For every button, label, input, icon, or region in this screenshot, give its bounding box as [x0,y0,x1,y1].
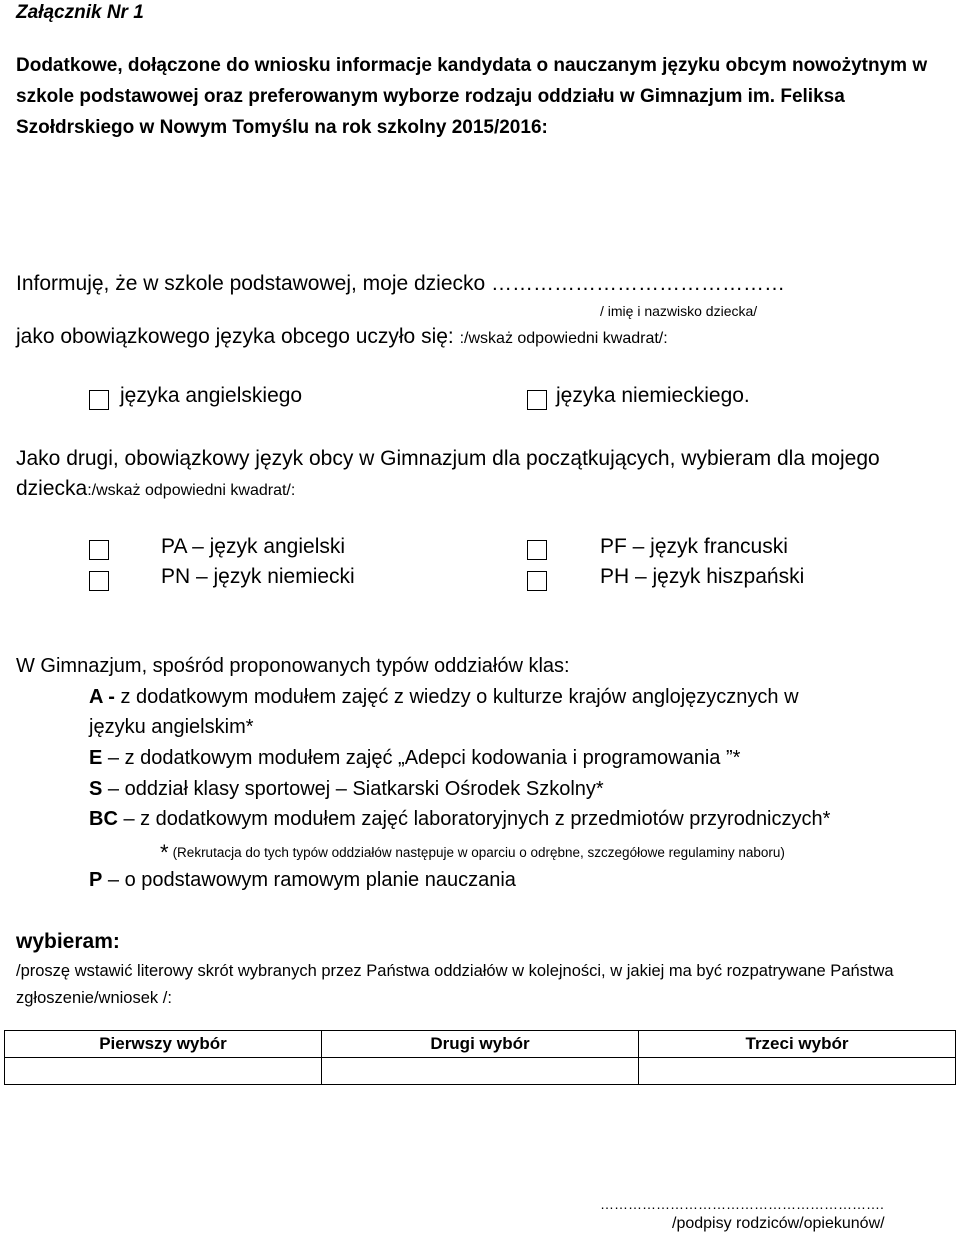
header-second-choice: Drugi wybór [322,1031,639,1058]
class-code: P [89,869,103,891]
class-code: BC [89,808,118,830]
choice-heading: wybieram: [16,930,120,953]
first-language-hint: :/wskaż odpowiedni kwadrat/: [459,330,668,347]
child-name-hint: / imię i nazwisko dziecka/ [600,303,758,319]
note-text: (Rekrutacja do tych typów oddziałów następuje w oparciu o odrębne, szczegółowe regulaminy naboru) [172,845,785,860]
first-choice-cell[interactable] [5,1058,322,1085]
signature-line: ……………………………………………………. [600,1196,884,1212]
option-pa-label: PA – język angielski [161,535,346,558]
option-english-label: języka angielskiego [120,384,303,407]
class-types-intro: W Gimnazjum, spośród proponowanych typów oddziałów klas: [16,655,570,677]
second-choice-cell[interactable] [322,1058,639,1085]
class-code: E [89,747,103,769]
second-language-prefix: Jako drugi, obowiązkowy język obcy w Gimnazjum dla początkujących, wybieram dla mojego dziecka [16,447,880,500]
class-item-a-cont [89,716,254,739]
signature-label: /podpisy rodziców/opiekunów/ [672,1215,885,1232]
class-item-e [89,747,740,770]
checkbox-english[interactable] [89,390,109,410]
class-item-a [89,686,799,709]
option-pn-label: PN – język niemiecki [161,565,355,588]
checkbox-ph[interactable] [527,571,547,591]
class-description: z dodatkowym modułem zajęć z wiedzy o kulturze krajów anglojęzycznych w [114,686,799,708]
option-ph-label: PH – język hiszpański [600,565,805,588]
class-item-s [89,778,604,801]
third-choice-cell[interactable] [639,1058,956,1085]
checkbox-pn[interactable] [89,571,109,591]
first-language-question [16,325,668,349]
checkbox-pf[interactable] [527,540,547,560]
choice-table [4,1030,956,1085]
child-name-line: Informuję, że w szkole podstawowej, moje dziecko …………………………………… [16,272,786,295]
checkbox-german[interactable] [527,390,547,410]
class-description: języku angielskim* [89,716,254,738]
choice-instruction: /proszę wstawić literowy skrót wybranych przez Państwa oddziałów w kolejności, w jakiej ma być rozpatrywane Państwa zgłoszenie/wniosek /: [16,962,894,1007]
class-code: A - [89,686,115,708]
checkbox-pa[interactable] [89,540,109,560]
recruitment-note [160,840,785,866]
attachment-title: Załącznik Nr 1 [16,2,144,23]
choice-table-header-row [5,1031,956,1058]
class-item-bc [89,808,830,831]
class-item-p [89,869,516,892]
option-pf-label: PF – język francuski [600,535,788,558]
header-third-choice: Trzeci wybór [639,1031,956,1058]
second-language-question [16,444,956,506]
class-description: – z dodatkowym modułem zajęć laboratoryjnych z przedmiotów przyrodniczych* [117,808,831,830]
class-description: – z dodatkowym modułem zajęć „Adepci kodowania i programowania ”* [102,747,741,769]
first-language-prefix: jako obowiązkowego języka obcego uczyło się: [16,325,460,348]
class-description: – oddział klasy sportowej – Siatkarski Ośrodek Szkolny* [102,778,604,800]
note-asterisk: * [160,840,169,865]
choice-table-input-row [5,1058,956,1085]
class-code: S [89,778,103,800]
header-first-choice: Pierwszy wybór [5,1031,322,1058]
second-language-hint: :/wskaż odpowiedni kwadrat/: [87,482,296,499]
intro-text: Dodatkowe, dołączone do wniosku informacje kandydata o nauczanym języku obcym nowożytnym w szkole podstawowej oraz preferowanym wyborze rodzaju oddziału w Gimnazjum im. Feliksa Szołdrskiego w Nowym Tomyślu na rok szkolny 2015/2016: [16,55,928,138]
option-german-label: języka niemieckiego. [556,384,750,407]
class-description: – o podstawowym ramowym planie nauczania [102,869,516,891]
